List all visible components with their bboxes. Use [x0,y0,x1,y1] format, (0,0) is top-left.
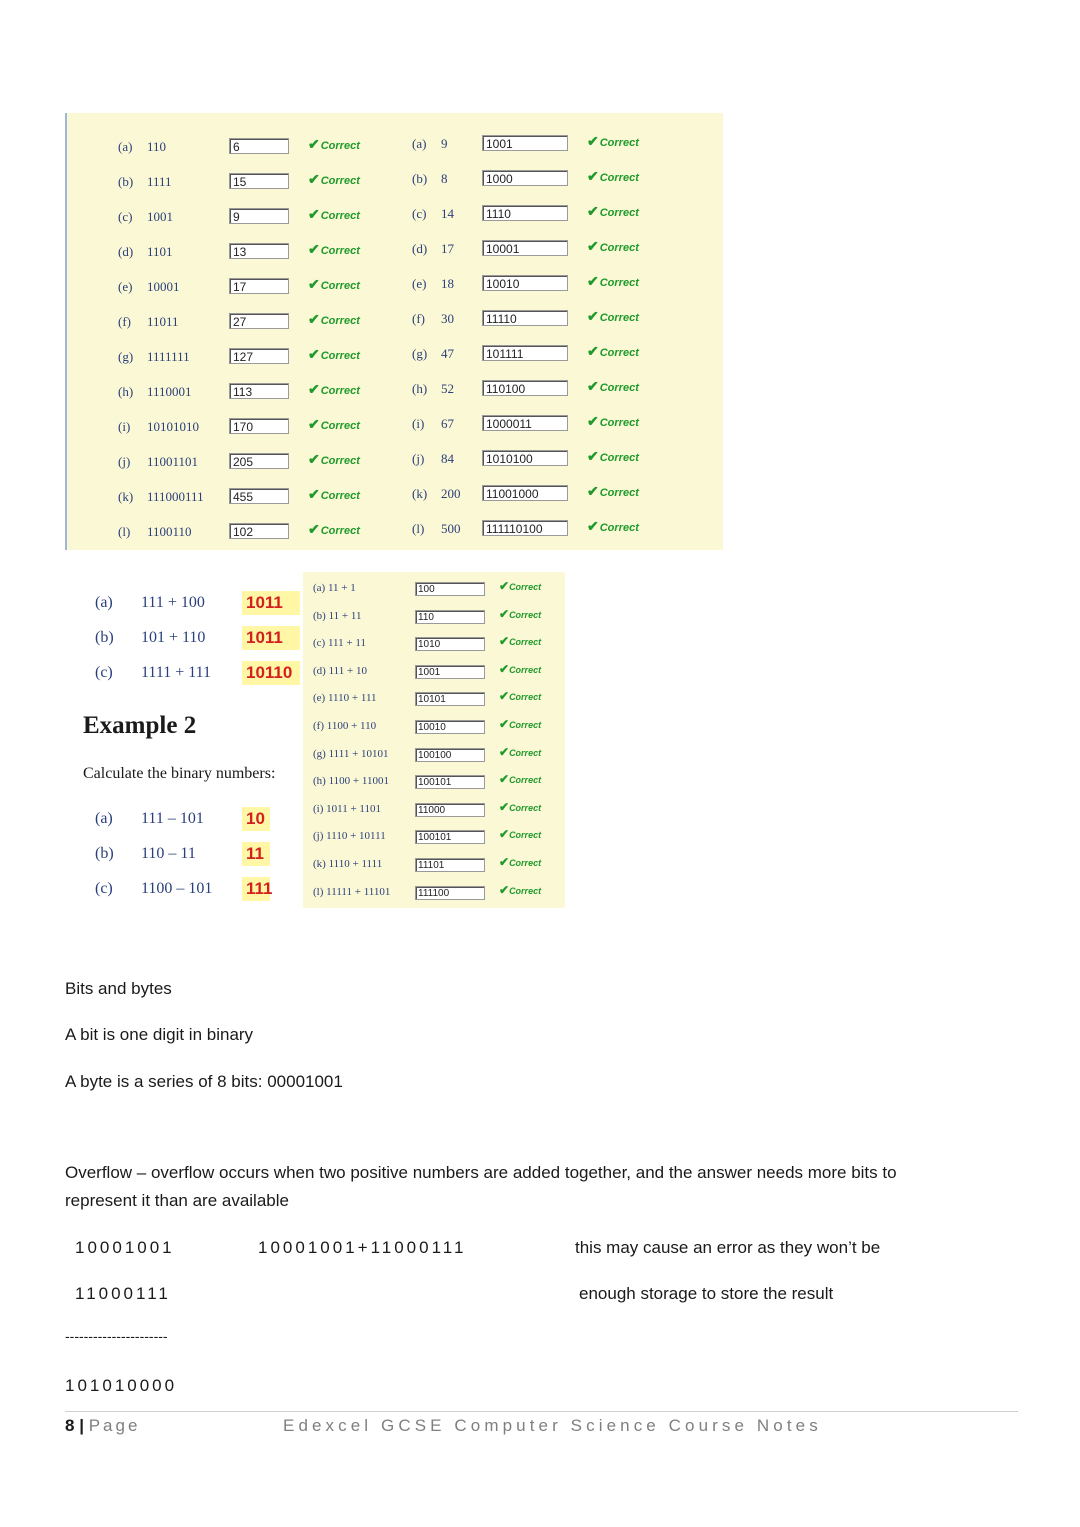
example-question: 101 + 110 [141,629,206,646]
correct-indicator [308,521,360,538]
correct-indicator [499,607,541,621]
correct-indicator [308,136,360,153]
example-answer: 1011 [242,626,300,650]
check-icon: ✔ [308,416,320,432]
decimal-question-label: (b) [412,171,428,186]
decimal-question-label: (d) [412,241,428,256]
example-label: (b) [95,845,114,862]
check-icon: ✔ [587,448,599,464]
example-label: (a) [95,810,113,827]
correct-label: Correct [320,245,360,257]
correct-indicator [499,662,541,676]
overflow-note-1: this may cause an error as they won’t be [575,1238,881,1257]
binary-answer-box[interactable]: 111110100 [482,520,568,536]
footer-rule [65,1411,1018,1412]
bits-heading: Bits and bytes [65,979,172,998]
check-icon: ✔ [308,486,320,502]
conversion-row [67,515,723,550]
binary-answer-box[interactable]: 1000011 [482,415,568,431]
check-icon: ✔ [499,882,510,897]
correct-label: Correct [320,175,360,187]
addition-question: (i) 1011 + 1101 [313,802,382,815]
correct-indicator [308,416,360,433]
decimal-question-value: 84 [441,451,454,466]
example-question: 111 – 101 [141,810,204,827]
decimal-answer-box[interactable]: 113 [229,383,289,399]
decimal-answer-box[interactable]: 9 [229,208,289,224]
binary-answer-box[interactable]: 1110 [482,205,568,221]
check-icon: ✔ [499,634,510,649]
correct-label: Correct [320,210,360,222]
decimal-question-value: 8 [441,171,448,186]
addition-question: (b) 11 + 11 [313,609,362,622]
correct-label: Correct [320,385,360,397]
decimal-question-value: 52 [441,381,454,396]
page-word: Page [88,1416,141,1435]
conversion-row [67,305,723,340]
correct-indicator [587,343,639,360]
decimal-answer-box[interactable]: 170 [229,418,289,434]
binary-answer-box[interactable]: 1000 [482,170,568,186]
addition-quiz-row [303,659,565,686]
addition-quiz-row [303,576,565,603]
decimal-question-label: (i) [412,416,425,431]
addition-question: (h) 1100 + 11001 [313,775,389,788]
correct-indicator [499,827,541,841]
addition-question: (g) 1111 + 10101 [313,747,389,760]
check-icon: ✔ [499,606,510,621]
correct-label: Correct [320,350,360,362]
decimal-question-label: (j) [412,451,425,466]
example-question: 111 + 100 [141,594,205,611]
overflow-line-2: represent it than are available [65,1191,289,1210]
correct-label: Correct [509,664,542,675]
correct-label: Correct [599,347,639,359]
binary-answer-box[interactable]: 11110 [482,310,568,326]
correct-label: Correct [509,692,542,703]
correct-label: Correct [599,242,639,254]
check-icon: ✔ [499,744,510,759]
binary-question-label: (f) [118,314,131,329]
example-answer: 11 [242,842,270,866]
binary-question-label: (l) [118,524,131,539]
check-icon: ✔ [308,521,320,537]
binary-question-label: (g) [118,349,134,364]
example-heading: Example 2 [83,712,197,739]
binary-question-value: 1001 [147,209,173,224]
decimal-answer-box[interactable]: 17 [229,278,289,294]
correct-indicator [499,579,541,593]
example-row [95,807,335,833]
decimal-answer-box[interactable]: 13 [229,243,289,259]
addition-answer-box[interactable]: 100101 [415,775,485,789]
check-icon: ✔ [587,168,599,184]
correct-label: Correct [599,417,639,429]
page-number-value: 8 [65,1416,75,1435]
bit-definition: A bit is one digit in binary [65,1025,254,1044]
example-row [95,877,335,903]
correct-indicator [587,238,639,255]
correct-label: Correct [320,140,360,152]
correct-indicator [587,378,639,395]
overflow-note-2: enough storage to store the result [579,1284,834,1303]
binary-question-value: 111000111 [147,489,204,504]
binary-question-value: 1111111 [147,349,190,364]
binary-addition-panel [303,572,565,908]
correct-label: Correct [599,522,639,534]
check-icon: ✔ [587,413,599,429]
conversion-row [67,410,723,445]
decimal-question-value: 9 [441,136,448,151]
conversion-row [67,130,723,165]
correct-indicator [308,171,360,188]
binary-question-label: (c) [118,209,133,224]
correct-indicator [587,518,639,535]
binary-question-value: 110 [147,139,167,154]
conversion-row [67,200,723,235]
correct-label: Correct [599,207,639,219]
binary-question-value: 1101 [147,244,173,259]
binary-question-label: (i) [118,419,131,434]
correct-indicator [587,308,639,325]
overflow-number-2: 11000111 [75,1284,171,1303]
decimal-question-label: (h) [412,381,428,396]
correct-label: Correct [599,487,639,499]
sum-divider: ---------------------- [65,1328,168,1344]
decimal-question-label: (k) [412,486,428,501]
binary-question-value: 1100110 [147,524,192,539]
example-answer: 1011 [242,591,300,615]
correct-indicator [308,346,360,363]
example-question: 1111 + 111 [141,664,212,681]
decimal-answer-box[interactable]: 15 [229,173,289,189]
correct-label: Correct [599,172,639,184]
decimal-question-label: (c) [412,206,427,221]
addition-quiz-row [303,714,565,741]
check-icon: ✔ [308,311,320,327]
binary-conversion-panel [65,113,723,550]
byte-definition: A byte is a series of 8 bits: 00001001 [65,1072,343,1091]
binary-question-label: (h) [118,384,134,399]
decimal-question-value: 17 [441,241,454,256]
correct-label: Correct [509,747,542,758]
decimal-question-value: 14 [441,206,454,221]
decimal-question-label: (l) [412,521,425,536]
addition-answer-box[interactable]: 111100 [415,886,485,900]
correct-label: Correct [509,720,542,730]
addition-answer-box[interactable]: 10101 [415,692,485,706]
addition-quiz-row [303,604,565,631]
correct-indicator [587,203,639,220]
correct-label: Correct [509,609,542,620]
addition-answer-box[interactable]: 11000 [415,803,485,817]
correct-label: Correct [599,277,639,289]
binary-answer-box[interactable]: 10001 [482,240,568,256]
correct-indicator [499,855,541,869]
correct-label: Correct [320,490,360,502]
binary-question-value: 10001 [147,279,180,294]
correct-indicator [308,451,360,468]
binary-answer-box[interactable]: 1001 [482,135,568,151]
course-title: Edexcel GCSE Computer Science Course Notes [283,1416,822,1435]
binary-question-label: (b) [118,174,134,189]
correct-label: Correct [509,858,542,868]
addition-quiz-row [303,880,565,907]
conversion-row [67,445,723,480]
correct-indicator [587,483,639,500]
decimal-answer-box[interactable]: 455 [229,488,289,504]
overflow-result: 101010000 [65,1376,178,1395]
addition-answer-box[interactable]: 110 [415,610,485,624]
check-icon: ✔ [587,483,599,499]
correct-indicator [499,717,541,731]
addition-answer-box[interactable]: 10010 [415,720,485,734]
decimal-question-value: 500 [441,521,461,536]
correct-label: Correct [509,582,542,592]
binary-question-value: 1111 [147,174,172,189]
correct-indicator [587,448,639,465]
example-answer: 10110 [242,661,300,685]
correct-indicator [499,883,541,897]
addition-answer-box[interactable]: 100 [415,582,485,596]
correct-label: Correct [320,525,360,537]
conversion-row [67,235,723,270]
correct-indicator [499,745,541,759]
overflow-sum-expression: 10001001+11000111 [258,1238,467,1257]
binary-question-label: (j) [118,454,131,469]
conversion-row [67,340,723,375]
example-answer: 10 [242,807,270,831]
correct-indicator [587,133,639,150]
example-row [95,591,335,617]
decimal-answer-box[interactable]: 27 [229,313,289,329]
check-icon: ✔ [499,799,510,814]
binary-question-value: 10101010 [147,419,199,434]
decimal-answer-box[interactable]: 6 [229,138,289,154]
check-icon: ✔ [587,378,599,394]
binary-question-label: (k) [118,489,134,504]
check-icon: ✔ [587,308,599,324]
check-icon: ✔ [587,203,599,219]
addition-answer-box[interactable]: 1001 [415,665,485,679]
correct-label: Correct [599,382,639,394]
check-icon: ✔ [308,136,320,152]
addition-quiz-row [303,824,565,851]
addition-quiz-row [303,797,565,824]
correct-label: Correct [320,455,360,467]
correct-label: Correct [599,312,639,324]
correct-label: Correct [599,452,639,464]
binary-answer-box[interactable]: 11001000 [482,485,568,501]
correct-indicator [587,273,639,290]
addition-quiz-row [303,631,565,658]
correct-indicator [308,486,360,503]
correct-indicator [587,413,639,430]
decimal-question-value: 200 [441,486,461,501]
example-answer: 111 [242,877,270,901]
addition-quiz-row [303,742,565,769]
addition-question: (l) 11111 + 11101 [313,885,391,898]
check-icon: ✔ [308,451,320,467]
page-separator: | [79,1416,84,1435]
addition-quiz-row [303,852,565,879]
binary-answer-box[interactable]: 10010 [482,275,568,291]
check-icon: ✔ [308,241,320,257]
correct-indicator [587,168,639,185]
example-question: 110 – 11 [141,845,196,862]
check-icon: ✔ [499,827,510,842]
decimal-question-label: (g) [412,346,428,361]
correct-indicator [499,772,541,786]
decimal-question-value: 67 [441,416,454,431]
check-icon: ✔ [308,346,320,362]
addition-question: (d) 111 + 10 [313,664,367,677]
binary-answer-box[interactable]: 1010100 [482,450,568,466]
binary-question-value: 11001101 [147,454,199,469]
addition-question: (a) 11 + 1 [313,582,356,594]
example-instruction: Calculate the binary numbers: [83,765,276,782]
check-icon: ✔ [587,238,599,254]
binary-question-label: (e) [118,279,133,294]
check-icon: ✔ [308,276,320,292]
check-icon: ✔ [499,717,510,731]
conversion-row [67,480,723,515]
correct-label: Correct [320,315,360,327]
decimal-question-value: 47 [441,346,454,361]
overflow-number-1: 10001001 [75,1238,175,1257]
addition-quiz-row [303,686,565,713]
addition-answer-box[interactable]: 100101 [415,830,485,844]
addition-quiz-row [303,769,565,796]
addition-question: (j) 1110 + 10111 [313,830,386,843]
decimal-question-value: 18 [441,276,454,291]
conversion-row [67,375,723,410]
check-icon: ✔ [587,133,599,149]
correct-indicator [499,634,541,648]
correct-indicator [308,241,360,258]
check-icon: ✔ [587,518,599,534]
check-icon: ✔ [587,273,599,289]
overflow-line-1: Overflow – overflow occurs when two positive numbers are added together, and the answer needs more bits to [65,1163,897,1182]
decimal-question-label: (e) [412,276,427,291]
check-icon: ✔ [499,855,510,869]
decimal-question-label: (a) [412,136,427,151]
example-label: (a) [95,594,113,611]
example-row [95,661,335,687]
binary-question-value: 11011 [147,314,179,329]
example-row [95,626,335,652]
binary-question-label: (a) [118,139,133,154]
correct-label: Correct [320,420,360,432]
addition-question: (e) 1110 + 111 [313,692,377,705]
decimal-question-value: 30 [441,311,454,326]
correct-label: Correct [509,637,542,648]
example-label: (c) [95,664,113,681]
check-icon: ✔ [499,689,510,704]
check-icon: ✔ [308,171,320,187]
conversion-row [67,165,723,200]
correct-indicator [499,800,541,814]
correct-indicator [499,689,541,703]
example-question: 1100 – 101 [141,880,213,897]
check-icon: ✔ [587,343,599,359]
correct-label: Correct [509,775,542,786]
correct-label: Correct [509,830,542,841]
binary-question-value: 1110001 [147,384,192,399]
addition-question: (f) 1100 + 110 [313,720,377,732]
check-icon: ✔ [308,381,320,397]
check-icon: ✔ [499,661,510,676]
check-icon: ✔ [499,772,510,787]
correct-label: Correct [509,885,542,896]
binary-answer-box[interactable]: 101111 [482,345,568,361]
example-row [95,842,335,868]
binary-question-label: (d) [118,244,134,259]
example-label: (b) [95,629,114,646]
correct-indicator [308,206,360,223]
binary-answer-box[interactable]: 110100 [482,380,568,396]
correct-label: Correct [509,802,542,813]
conversion-row [67,270,723,305]
correct-indicator [308,311,360,328]
decimal-answer-box[interactable]: 205 [229,453,289,469]
correct-label: Correct [320,280,360,292]
addition-answer-box[interactable]: 100100 [415,748,485,762]
addition-answer-box[interactable]: 11101 [415,858,485,872]
example-label: (c) [95,880,113,897]
page-number [65,1416,140,1436]
correct-label: Correct [599,137,639,149]
check-icon: ✔ [308,206,320,222]
decimal-question-label: (f) [412,311,425,326]
decimal-answer-box[interactable]: 102 [229,523,289,539]
addition-answer-box[interactable]: 1010 [415,637,485,651]
addition-question: (c) 111 + 11 [313,637,366,650]
addition-question: (k) 1110 + 1111 [313,858,383,870]
correct-indicator [308,276,360,293]
check-icon: ✔ [499,579,510,593]
correct-indicator [308,381,360,398]
decimal-answer-box[interactable]: 127 [229,348,289,364]
